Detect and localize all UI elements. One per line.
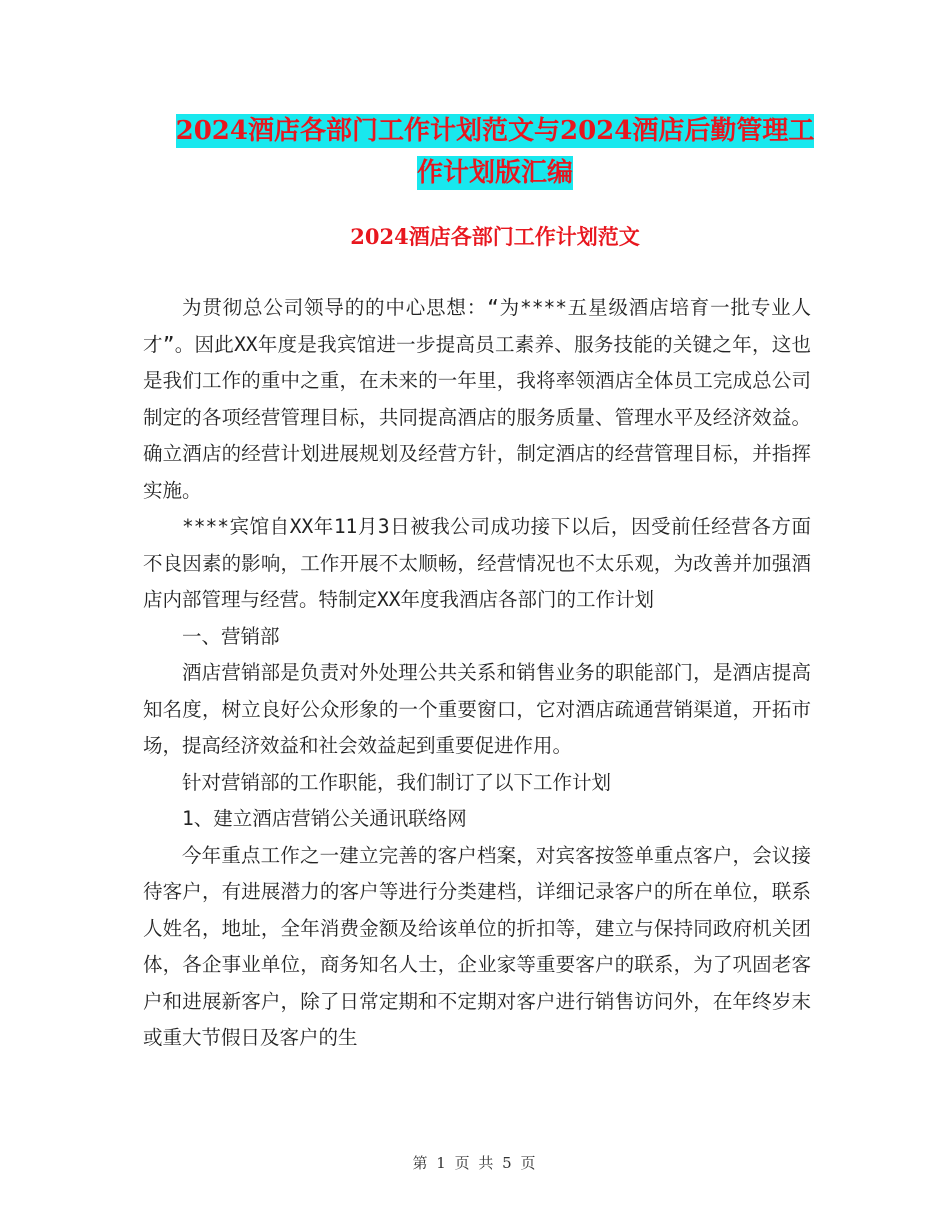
document-title <box>140 110 850 194</box>
paragraph-heading: 一、营销部 <box>182 624 280 648</box>
document-body <box>143 290 811 1057</box>
document-title-line1: 2024酒店各部门工作计划范文与2024酒店后勤管理工 <box>175 116 815 146</box>
paragraph: 为贯彻总公司领导的的中心思想：“为****五星级酒店培育一批专业人才”。因此XX年度是我宾馆进一步提高员工素养、服务技能的关键之年，这也是我们工作的重中之重，在未来的一年里，我将率领酒店全体员工完成总公司制定的各项经营管理目标，共同提高酒店的服务质量、管理水平及经济效益。确立酒店的经营计划进展规划及经营方针，制定酒店的经营管理目标，并指挥实施。 <box>143 296 811 502</box>
page-number: 第 1 页 共 5 页 <box>412 1154 538 1172</box>
paragraph: 今年重点工作之一建立完善的客户档案，对宾客按签单重点客户，会议接待客户，有进展潜力的客户等进行分类建档，详细记录客户的所在单位，联系人姓名，地址，全年消费金额及给该单位的折扣等，建立与保持同政府机关团体，各企事业单位，商务知名人士，企业家等重要客户的联系，为了巩固老客户和进展新客户，除了日常定期和不定期对客户进行销售访问外，在年终岁末或重大节假日及客户的生 <box>143 843 811 1049</box>
document-title-line2: 作计划版汇编 <box>416 158 573 188</box>
paragraph: 酒店营销部是负责对外处理公共关系和销售业务的职能部门，是酒店提高知名度，树立良好公众形象的一个重要窗口，它对酒店疏通营销渠道，开拓市场，提高经济效益和社会效益起到重要促进作用。 <box>143 661 811 757</box>
paragraph: ****宾馆自XX年11月3日被我公司成功接下以后，因受前任经营各方面不良因素的影响，工作开展不太顺畅，经营情况也不太乐观，为改善并加强酒店内部管理与经营。特制定XX年度我酒店各部门的工作计划 <box>143 515 811 611</box>
paragraph: 针对营销部的工作职能，我们制订了以下工作计划 <box>182 770 612 794</box>
paragraph-subheading: 1、建立酒店营销公关通讯联络网 <box>182 807 467 830</box>
section-title: 2024酒店各部门工作计划范文 <box>350 224 640 249</box>
